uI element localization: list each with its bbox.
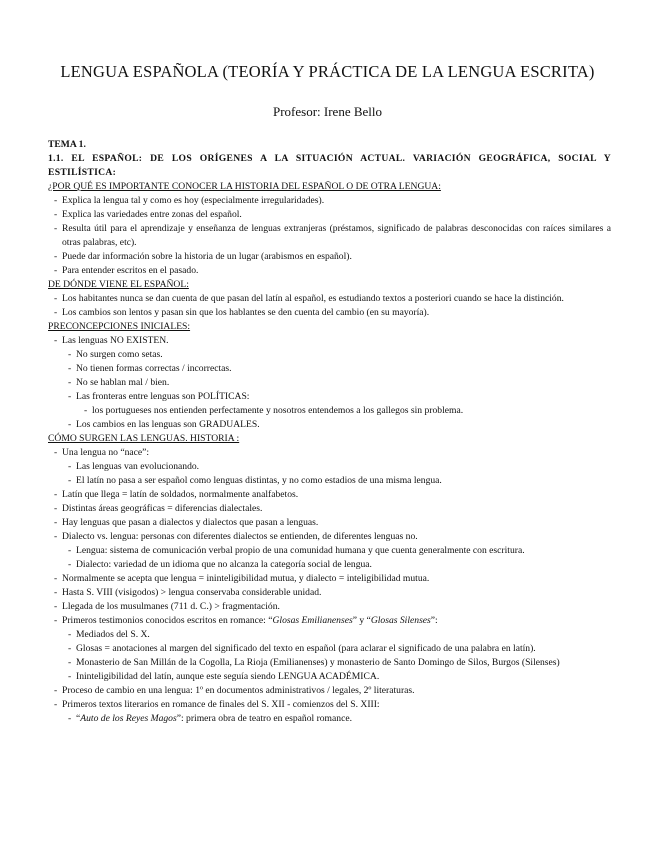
item-text: El latín no pasa a ser español como lenguas distintas, y no como estadios de una misma lengua.: [76, 475, 442, 486]
bullet-dash: -: [54, 699, 58, 710]
list-item: [48, 572, 611, 586]
bullet-dash: -: [68, 657, 72, 668]
bullet-dash: -: [68, 629, 72, 640]
heading-por-que: ¿POR QUÉ ES IMPORTANTE CONOCER LA HISTORIA DEL ESPAÑOL O DE OTRA LENGUA:: [48, 181, 441, 192]
list-item: [48, 600, 611, 614]
tema-label: TEMA 1.: [48, 139, 86, 150]
bullet-dash: -: [68, 545, 72, 556]
list-item: [48, 642, 611, 656]
bullet-dash: -: [84, 405, 88, 416]
list-item: [48, 460, 611, 474]
list-item: [48, 446, 611, 460]
item-text: Los cambios en las lenguas son GRADUALES.: [76, 419, 260, 430]
bullet-dash: -: [68, 377, 72, 388]
list-item: [48, 488, 611, 502]
section-heading: 1.1. EL ESPAÑOL: DE LOS ORÍGENES A LA SITUACIÓN ACTUAL. VARIACIÓN GEOGRÁFICA, SOCIAL Y ESTILÍSTICA:: [48, 153, 611, 178]
item-text: Una lengua no “nace”:: [62, 447, 150, 458]
list-item: [48, 292, 611, 306]
item-text: Los habitantes nunca se dan cuenta de que pasan del latín al español, es estudiando textos a posteriori cuando se hace la distinción.: [62, 293, 564, 304]
bullet-dash: -: [68, 349, 72, 360]
item-text: No surgen como setas.: [76, 349, 163, 360]
bullet-dash: -: [54, 223, 58, 234]
item-text: Glosas = anotaciones al margen del significado del texto en español (para aclarar el significado de una palabra en latín).: [76, 643, 536, 654]
bullet-dash: -: [54, 503, 58, 514]
bullet-dash: -: [68, 475, 72, 486]
bullet-dash: -: [54, 209, 58, 220]
list-item: [48, 516, 611, 530]
bullet-dash: -: [68, 559, 72, 570]
item-text: Lengua: sistema de comunicación verbal propio de una comunidad humana y que cuenta generalmente con escritura.: [76, 545, 525, 556]
heading-preconcepciones: PRECONCEPCIONES INICIALES:: [48, 321, 191, 332]
item-text: Proceso de cambio en una lengua: 1º en documentos administrativos / legales, 2º literaturas.: [62, 685, 415, 696]
heading-como-surgen: CÓMO SURGEN LAS LENGUAS. HISTORIA :: [48, 433, 240, 444]
list-por-que: [48, 194, 611, 278]
item-text: Llegada de los musulmanes (711 d. C.) > fragmentación.: [62, 601, 280, 612]
list-item: [48, 544, 611, 558]
list-item: [48, 614, 611, 628]
bullet-dash: -: [68, 461, 72, 472]
item-text: Los cambios son lentos y pasan sin que los hablantes se den cuenta del cambio (en su mayoría).: [62, 307, 430, 318]
item-text: Primeros testimonios conocidos escritos en romance: “Glosas Emilianenses” y “Glosas Silenses”:: [62, 615, 438, 626]
item-text: Mediados del S. X.: [76, 629, 150, 640]
list-item: [48, 194, 611, 208]
list-item: [48, 670, 611, 684]
bullet-dash: -: [54, 335, 58, 346]
bullet-dash: -: [68, 671, 72, 682]
italic-title: Auto de los Reyes Magos: [80, 713, 177, 724]
bullet-dash: -: [54, 573, 58, 584]
list-como-surgen: [48, 446, 611, 726]
item-text: Dialecto vs. lengua: personas con diferentes dialectos se entienden, de diferentes lenguas no.: [62, 531, 418, 542]
list-item: [48, 418, 611, 432]
item-text: Explica las variedades entre zonas del español.: [62, 209, 242, 220]
bullet-dash: -: [54, 587, 58, 598]
italic-title: Glosas Emilianenses: [272, 615, 353, 626]
item-text: Ininteligibilidad del latín, aunque este seguía siendo LENGUA ACADÉMICA.: [76, 671, 380, 682]
document-title: LENGUA ESPAÑOLA (TEORÍA Y PRÁCTICA DE LA LENGUA ESCRITA): [60, 62, 595, 81]
bullet-dash: -: [54, 293, 58, 304]
item-text: Las fronteras entre lenguas son POLÍTICAS:: [76, 391, 250, 402]
list-item: [48, 698, 611, 712]
bullet-dash: -: [54, 517, 58, 528]
list-item: [48, 586, 611, 600]
list-item: [48, 208, 611, 222]
item-text: Distintas áreas geográficas = diferencias dialectales.: [62, 503, 263, 514]
item-text: Las lenguas NO EXISTEN.: [62, 335, 169, 346]
bullet-dash: -: [68, 643, 72, 654]
bullet-dash: -: [54, 251, 58, 262]
item-text: “Auto de los Reyes Magos”: primera obra de teatro en español romance.: [76, 713, 352, 724]
list-item: [48, 656, 611, 670]
list-item: [48, 474, 611, 488]
list-item: [48, 684, 611, 698]
list-item: [48, 306, 611, 320]
list-item: [48, 628, 611, 642]
document-body: [48, 138, 611, 726]
bullet-dash: -: [68, 391, 72, 402]
bullet-dash: -: [54, 307, 58, 318]
item-text: Normalmente se acepta que lengua = ininteligibilidad mutua, y dialecto = inteligibilidad mutua.: [62, 573, 430, 584]
bullet-dash: -: [54, 447, 58, 458]
italic-title: Glosas Silenses: [370, 615, 431, 626]
list-item: [48, 404, 611, 418]
item-text: Para entender escritos en el pasado.: [62, 265, 199, 276]
item-text: Explica la lengua tal y como es hoy (especialmente irregularidades).: [62, 195, 325, 206]
bullet-dash: -: [54, 489, 58, 500]
item-text: Puede dar información sobre la historia de un lugar (arabismos en español).: [62, 251, 352, 262]
list-item: [48, 334, 611, 348]
list-item: [48, 502, 611, 516]
bullet-dash: -: [54, 685, 58, 696]
bullet-dash: -: [68, 713, 72, 724]
bullet-dash: -: [68, 363, 72, 374]
item-text: Primeros textos literarios en romance de finales del S. XII - comienzos del S. XIII:: [62, 699, 380, 710]
bullet-dash: -: [54, 615, 58, 626]
bullet-dash: -: [54, 265, 58, 276]
list-item: [48, 712, 611, 726]
item-text: Dialecto: variedad de un idioma que no alcanza la categoría social de lengua.: [76, 559, 372, 570]
bullet-dash: -: [54, 195, 58, 206]
list-item: [48, 376, 611, 390]
heading-de-donde: DE DÓNDE VIENE EL ESPAÑOL:: [48, 279, 189, 290]
item-text: Hasta S. VIII (visigodos) > lengua conservaba considerable unidad.: [62, 587, 322, 598]
item-text: Monasterio de San Millán de la Cogolla, La Rioja (Emilianenses) y monasterio de Santo Domingo de Silos, Burgos (Silenses): [76, 657, 560, 668]
list-item: [48, 530, 611, 544]
item-text: Latín que llega = latín de soldados, normalmente analfabetos.: [62, 489, 299, 500]
professor-line: Profesor: Irene Bello: [272, 104, 383, 119]
list-item: [48, 250, 611, 264]
list-de-donde: [48, 292, 611, 320]
list-preconcepciones: [48, 334, 611, 432]
bullet-dash: -: [54, 531, 58, 542]
item-text: No tienen formas correctas / incorrectas.: [76, 363, 232, 374]
item-text: Hay lenguas que pasan a dialectos y dialectos que pasan a lenguas.: [62, 517, 319, 528]
item-text: los portugueses nos entienden perfectamente y nosotros entendemos a los gallegos sin problema.: [92, 405, 464, 416]
list-item: [48, 390, 611, 404]
item-text: Las lenguas van evolucionando.: [76, 461, 200, 472]
list-item: [48, 362, 611, 376]
list-item: [48, 222, 611, 250]
list-item: [48, 558, 611, 572]
item-text: No se hablan mal / bien.: [76, 377, 170, 388]
item-text: Resulta útil para el aprendizaje y enseñanza de lenguas extranjeras (préstamos, significado de palabras desconocidas con raíces similares a otras palabras, etc).: [62, 223, 611, 248]
bullet-dash: -: [54, 601, 58, 612]
list-item: [48, 348, 611, 362]
list-item: [48, 264, 611, 278]
bullet-dash: -: [68, 419, 72, 430]
